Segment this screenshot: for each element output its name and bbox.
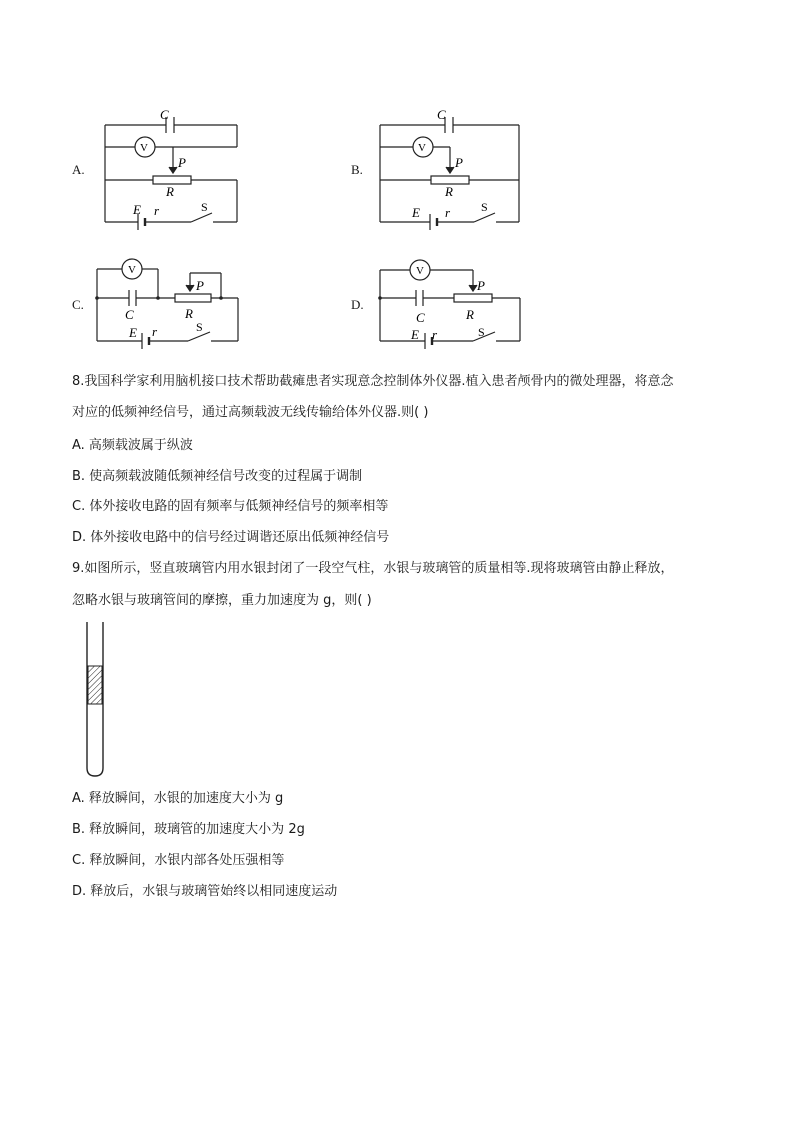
label-p: P <box>178 155 186 170</box>
question-8-option-a: A. 高频载波属于纵波 <box>72 438 193 453</box>
label-internal-r: r <box>152 324 158 339</box>
label-c: C <box>437 107 446 122</box>
question-8-stem-line2: 对应的低频神经信号，通过高频载波无线传输给体外仪器.则( ) <box>72 405 429 420</box>
circuit-diagram-d <box>370 255 525 355</box>
label-e: E <box>411 327 419 342</box>
question-9-option-b: B. 释放瞬间，玻璃管的加速度大小为 2g <box>72 822 305 837</box>
label-s: S <box>481 200 488 214</box>
option-letter-c: C. <box>72 297 84 312</box>
label-r: R <box>166 184 174 199</box>
question-8-option-c: C. 体外接收电路的固有频率与低频神经信号的频率相等 <box>72 499 389 514</box>
label-s: S <box>478 325 485 339</box>
option-letter-a: A. <box>72 162 85 177</box>
question-8-option-b: B. 使高频载波随低频神经信号改变的过程属于调制 <box>72 469 363 484</box>
label-v: V <box>140 142 148 154</box>
label-r: R <box>466 307 474 322</box>
label-p: P <box>196 278 204 293</box>
label-internal-r: r <box>445 205 451 220</box>
circuit-diagram-b <box>370 105 520 230</box>
label-s: S <box>196 320 203 334</box>
label-v: V <box>416 265 424 277</box>
circuit-diagram-c <box>92 255 242 355</box>
question-9-stem-line2: 忽略水银与玻璃管间的摩擦，重力加速度为 g，则( ) <box>72 593 372 608</box>
mercury-column <box>88 666 102 704</box>
label-internal-r: r <box>154 203 160 218</box>
label-e: E <box>133 202 141 217</box>
label-r: R <box>445 184 453 199</box>
label-v: V <box>418 142 426 154</box>
question-9-stem-line1: 9.如图所示，竖直玻璃管内用水银封闭了一段空气柱，水银与玻璃管的质量相等.现将玻璃管由静止释放， <box>72 561 674 576</box>
question-8-option-d: D. 体外接收电路中的信号经过调谐还原出低频神经信号 <box>72 530 390 545</box>
label-p: P <box>477 278 485 293</box>
option-letter-d: D. <box>351 297 364 312</box>
label-internal-r: r <box>432 327 438 342</box>
glass-tube-figure <box>80 618 110 780</box>
label-p: P <box>455 155 463 170</box>
label-r: R <box>185 306 193 321</box>
label-c: C <box>160 107 169 122</box>
question-9-option-c: C. 释放瞬间，水银内部各处压强相等 <box>72 853 285 868</box>
label-c: C <box>125 307 134 322</box>
circuit-diagram-a <box>95 105 245 230</box>
label-v: V <box>128 264 136 276</box>
label-s: S <box>201 200 208 214</box>
question-8-stem-line1: 8.我国科学家利用脑机接口技术帮助截瘫患者实现意念控制体外仪器.植入患者颅骨内的微处理器，将意念 <box>72 374 674 389</box>
option-letter-b: B. <box>351 162 363 177</box>
question-9-option-a: A. 释放瞬间，水银的加速度大小为 g <box>72 791 284 806</box>
label-e: E <box>412 205 420 220</box>
label-e: E <box>129 325 137 340</box>
label-c: C <box>416 310 425 325</box>
question-9-option-d: D. 释放后，水银与玻璃管始终以相同速度运动 <box>72 884 338 899</box>
